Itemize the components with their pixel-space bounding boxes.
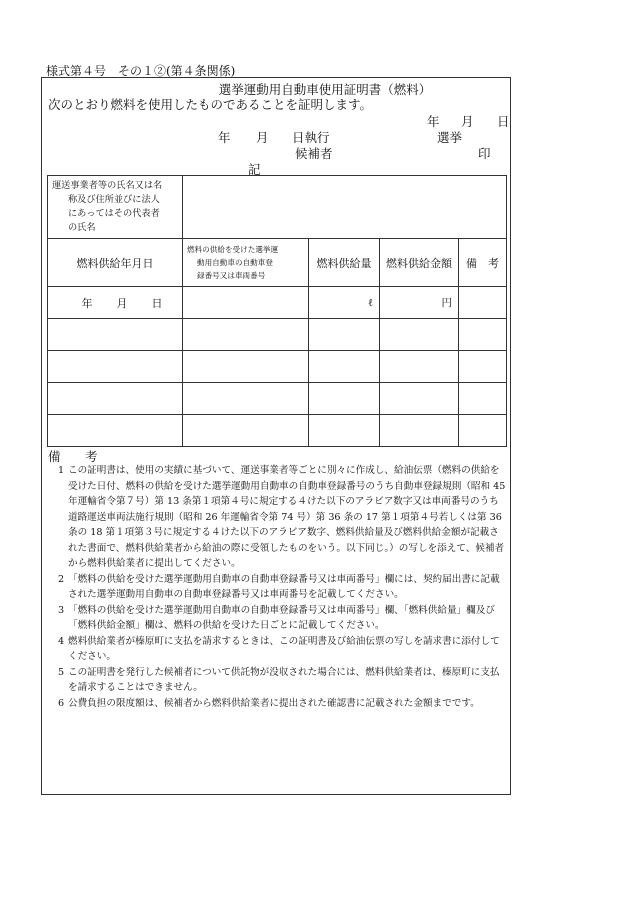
notes-heading: 備 考: [48, 449, 104, 464]
operator-name-input[interactable]: [183, 176, 507, 239]
supply-date-cell[interactable]: [48, 319, 183, 351]
document-title: 選挙運動用自動車使用証明書（燃料）: [218, 82, 432, 97]
remarks-cell[interactable]: [459, 319, 507, 351]
exec-day-label: 日執行: [292, 130, 330, 145]
note-number: 6: [58, 697, 65, 709]
note-text: 「燃料の供給を受けた選挙運動用自動車の自動車登録番号又は車両番号」欄には、契約届出書に記載された選挙運動用自動車の自動車登録番号又は車両番号を記載してください。: [68, 573, 500, 600]
note-text: 「燃料の供給を受けた選挙運動用自動車の自動車登録番号又は車両番号」欄、「燃料供給量」欄及び「燃料供給金額」欄は、燃料の供給を受けた日ごとに記載してください。: [68, 604, 495, 631]
registration-cell[interactable]: [183, 319, 309, 351]
note-number: 3: [58, 604, 65, 616]
note-item: [48, 603, 508, 634]
header-registration-line: 燃料の供給を受けた選挙運: [187, 245, 279, 254]
ki-label: 記: [248, 162, 261, 177]
quantity-cell[interactable]: [309, 383, 380, 415]
amount-cell[interactable]: [380, 383, 459, 415]
header-registration-line: 動用自動車の自動車登: [197, 258, 273, 267]
amount-cell[interactable]: [380, 287, 459, 319]
election-label: 選挙: [437, 130, 463, 145]
supply-date-cell[interactable]: [48, 383, 183, 415]
note-item: [48, 696, 508, 712]
operator-label-line: 称及び住所並びに法人: [68, 194, 160, 205]
operator-label-cell: [48, 176, 183, 239]
remarks-cell[interactable]: [459, 415, 507, 447]
cert-date-month: 月: [461, 114, 474, 129]
table-row: [48, 415, 507, 447]
note-item: [48, 463, 508, 572]
row-day: 日: [151, 296, 163, 310]
note-text: この証明書は、使用の実績に基づいて、運送事業者等ごとに別々に作成し、給油伝票（燃料の供給を受けた日付、燃料の供給を受けた選挙運動用自動車の自動車登録番号のうち自動車登録規則（昭和 45 年運輸省令第７号）第 13 条第１項第４号に規定する４けた以下のアラビア数字又は車両番号のうち道路運送車両法施行規則（昭和 26 年運輸省令第 74 号）第 36 条の 17 第１項第４号若しくは第 36 条の 18 第１項第３号に規定する４けた以下のアラビア数字、燃料供給量及び燃料供給金額が記載された書面で、燃料供給業者から給油の際に受領したものをいう。以下同じ。）の写しを添えて、候補者から燃料供給業者に提出してください。: [68, 465, 506, 569]
note-number: 5: [58, 666, 65, 678]
table-row: [48, 351, 507, 383]
remarks-cell[interactable]: [459, 351, 507, 383]
note-number: 4: [58, 635, 65, 647]
operator-label-line: 運送事業者等の氏名又は名: [52, 180, 163, 191]
row-month: 月: [116, 296, 128, 310]
seal-label: 印: [478, 146, 491, 161]
note-item: [48, 665, 508, 696]
note-text: 燃料供給業者が榛原町に支払を請求するときは、この証明書及び給油伝票の写しを請求書に添付してください。: [68, 635, 500, 662]
remarks-cell[interactable]: [459, 287, 507, 319]
amount-cell[interactable]: [380, 319, 459, 351]
operator-label-line: の氏名: [68, 222, 96, 233]
header-amount: 燃料供給金額: [380, 239, 459, 287]
header-supply-date: 燃料供給年月日: [48, 239, 183, 287]
supply-date-cell[interactable]: [48, 415, 183, 447]
notes-list: [48, 463, 508, 711]
amount-unit: 円: [441, 297, 452, 309]
cert-date-year: 年: [427, 114, 440, 129]
quantity-cell[interactable]: [309, 287, 380, 319]
cert-date-day: 日: [497, 114, 510, 129]
form-number: 様式第４号 その１②(第４条関係): [46, 64, 236, 78]
registration-cell[interactable]: [183, 287, 309, 319]
supply-date-cell[interactable]: [48, 351, 183, 383]
note-number: 1: [58, 465, 65, 476]
quantity-cell[interactable]: [309, 351, 380, 383]
remarks-cell[interactable]: [459, 383, 507, 415]
header-remarks: 備 考: [459, 239, 507, 287]
quantity-cell[interactable]: [309, 319, 380, 351]
quantity-unit: ℓ: [367, 296, 373, 309]
registration-cell[interactable]: [183, 415, 309, 447]
header-registration: [183, 239, 309, 287]
header-registration-line: 録番号又は車両番号: [197, 271, 266, 280]
intro-text: 次のとおり燃料を使用したものであることを証明します。: [48, 97, 373, 112]
amount-cell[interactable]: [380, 351, 459, 383]
candidate-label: 候補者: [295, 146, 333, 161]
table-row: [48, 287, 507, 319]
registration-cell[interactable]: [183, 383, 309, 415]
table-row: [48, 319, 507, 351]
supply-date-cell[interactable]: [48, 287, 183, 319]
registration-cell[interactable]: [183, 351, 309, 383]
note-item: [48, 634, 508, 665]
amount-cell[interactable]: [380, 415, 459, 447]
quantity-cell[interactable]: [309, 415, 380, 447]
note-text: この証明書を発行した候補者について供託物が没収された場合には、燃料供給業者は、榛原町に支払を請求することはできません。: [68, 666, 500, 693]
note-text: 公費負担の限度額は、候補者から燃料供給業者に提出された確認書に記載された金額までです。: [68, 697, 480, 709]
note-item: [48, 572, 508, 603]
note-number: 2: [58, 573, 65, 585]
fuel-table: [47, 175, 507, 447]
exec-month: 月: [256, 130, 269, 145]
row-year: 年: [81, 296, 93, 310]
table-row: [48, 383, 507, 415]
operator-label-line: にあってはその代表者: [68, 208, 160, 219]
header-quantity: 燃料供給量: [309, 239, 380, 287]
exec-year: 年: [218, 130, 231, 145]
